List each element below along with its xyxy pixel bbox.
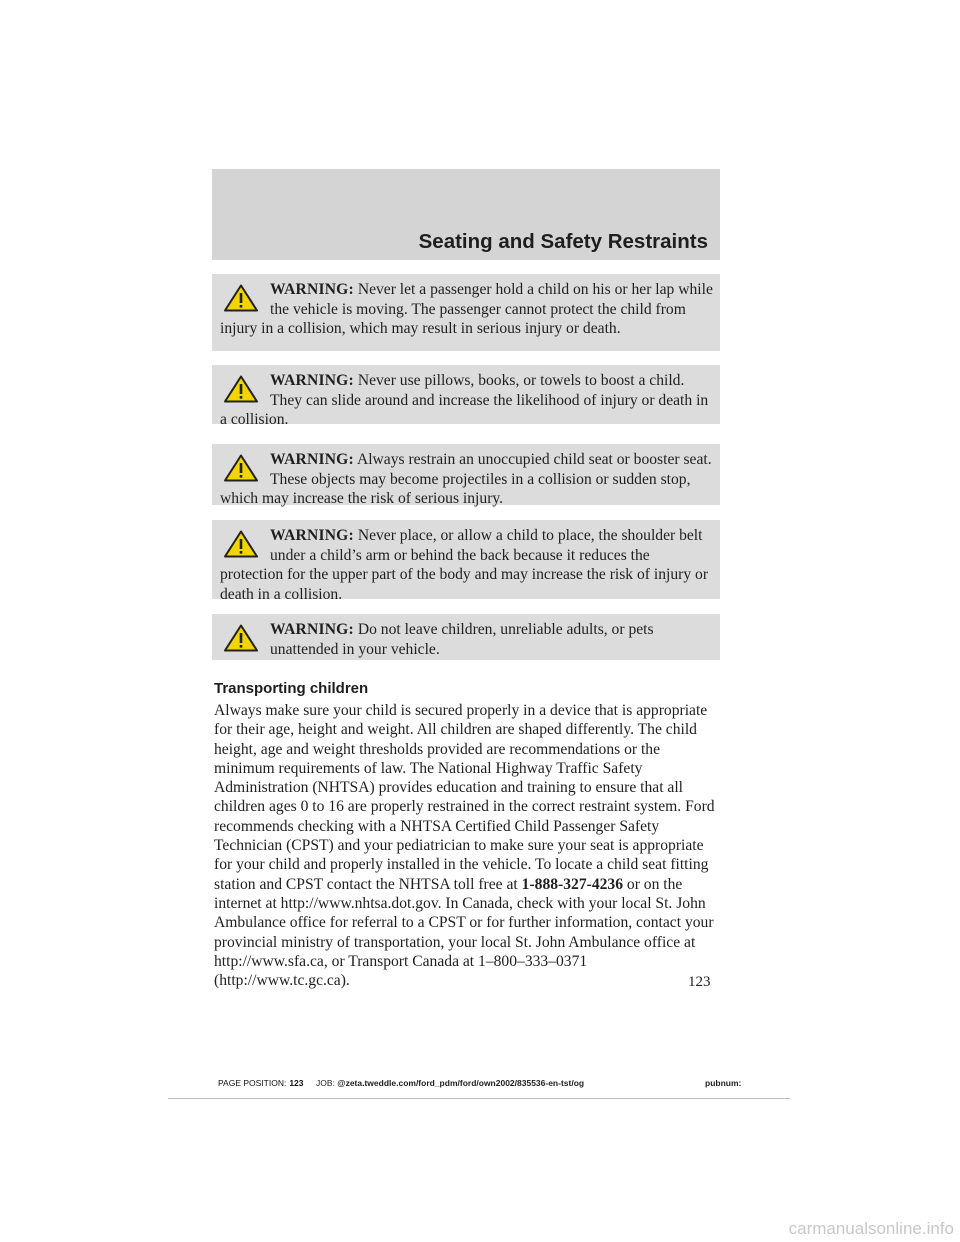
warning-text: Never place, or allow a child to place, the shoulder belt under a child’s arm or behind the back because it reduces the protection for the upper part of the body and may increase the risk of injury or death in a collision.	[220, 527, 709, 603]
header-band	[212, 169, 720, 260]
page-number: 123	[688, 974, 711, 990]
transporting-children-body	[214, 701, 722, 990]
page-position-value: 123	[289, 1078, 304, 1088]
warning-label: WARNING:	[270, 621, 354, 638]
body-paragraph-continued: or on the internet at http://www.nhtsa.dot.gov. In Canada, check with your local St. John Ambulance office for referral to a CPST or for further information, contact your provincial ministry of transportation, your local St. John Ambulance office at http://www.sfa.ca, or Transport Canada at 1–800–333–0371 (http://www.tc.gc.ca).	[214, 875, 714, 990]
warning-label: WARNING:	[270, 527, 354, 544]
warning-label: WARNING:	[270, 372, 354, 389]
warning-triangle-icon	[224, 284, 258, 312]
warning-text: Always restrain an unoccupied child seat or booster seat. These objects may become projectiles in a collision or sudden stop, which may increase the risk of serious injury.	[220, 451, 712, 507]
page-position-label: PAGE POSITION:	[218, 1078, 287, 1088]
warning-text: Never let a passenger hold a child on his or her lap while the vehicle is moving. The passenger cannot protect the child from injury in a collision, which may result in serious injury or death.	[220, 281, 713, 337]
warning-triangle-icon	[224, 454, 258, 482]
job-label: JOB:	[316, 1078, 335, 1088]
pubnum-label: pubnum:	[705, 1078, 742, 1088]
body-paragraph: Always make sure your child is secured properly in a device that is appropriate for their age, height and weight. All children are shaped differently. The child height, age and weight thresholds provided are recommendations or the minimum requirements of law. The National Highway Traffic Safety Administration (NHTSA) provides education and training to ensure that all children ages 0 to 16 are properly restrained in the correct restraint system. Ford recommends checking with a NHTSA Certified Child Passenger Safety Technician (CPST) and your pediatrician to make sure your seat is appropriate for your child and properly installed in the vehicle. To locate a child seat fitting station and CPST contact the NHTSA toll free at	[214, 702, 715, 893]
transporting-children-heading: Transporting children	[214, 680, 369, 697]
warning-label: WARNING:	[270, 451, 354, 468]
warning-box-3	[212, 444, 720, 505]
page-position	[218, 1078, 304, 1088]
warning-label: WARNING:	[270, 281, 354, 298]
warning-box-1	[212, 274, 720, 351]
warning-box-2	[212, 365, 720, 428]
warning-box-5	[212, 614, 720, 660]
job-info	[316, 1078, 584, 1088]
warning-text: Never use pillows, books, or towels to boost a child. They can slide around and increase the likelihood of injury or death in a collision.	[220, 372, 709, 428]
phone-number: 1-888-327-4236	[521, 875, 624, 893]
job-value: @zeta.tweddle.com/ford_pdm/ford/own2002/835536-en-tst/og	[337, 1078, 585, 1088]
warning-triangle-icon	[224, 624, 258, 652]
section-title: Seating and Safety Restraints	[418, 230, 708, 253]
warning-triangle-icon	[224, 375, 258, 403]
warning-triangle-icon	[224, 530, 258, 558]
warning-box-4	[212, 520, 720, 603]
watermark: carmanualsonline.info	[788, 1219, 954, 1238]
warning-text: Do not leave children, unreliable adults, or pets unattended in your vehicle.	[270, 621, 654, 658]
footer-divider	[168, 1098, 790, 1099]
